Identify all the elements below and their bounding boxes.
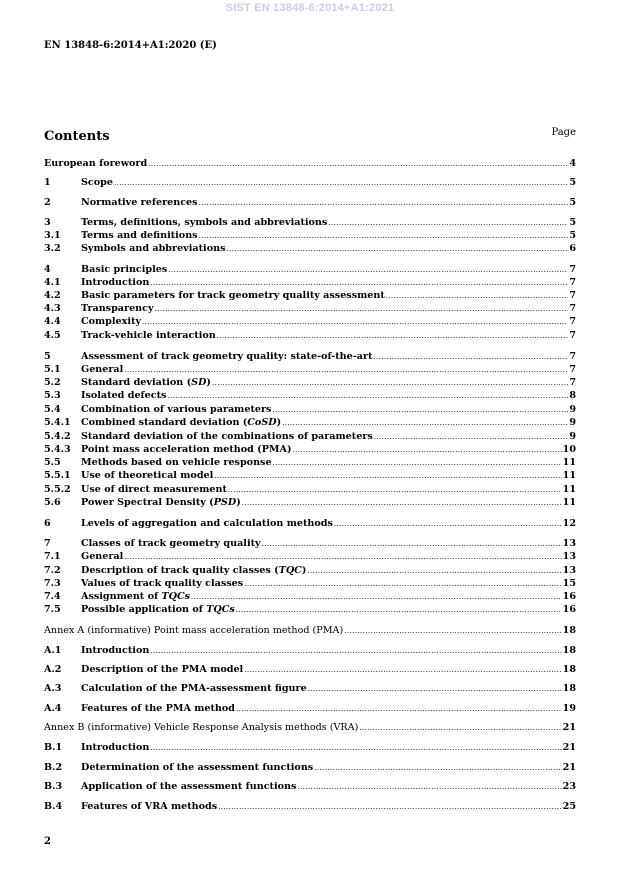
toc-leader-dots (273, 457, 562, 469)
toc-entry-title: Methods based on vehicle response (81, 457, 272, 468)
toc-entry[interactable] (44, 316, 576, 328)
toc-entry-page: 7 (569, 264, 576, 275)
toc-entry-number: 5.4 (44, 404, 61, 415)
toc-entry[interactable] (44, 742, 576, 754)
toc-entry[interactable] (44, 762, 576, 774)
toc-leader-dots (155, 303, 569, 315)
toc-entry-page: 7 (569, 303, 576, 314)
toc-entry[interactable] (44, 578, 576, 590)
toc-entry[interactable] (44, 683, 576, 695)
toc-leader-dots (328, 217, 568, 229)
toc-entry-title: Scope (81, 177, 113, 188)
toc-entry-title: Standard deviation of the combinations of parameters (81, 431, 373, 442)
toc-leader-dots (226, 243, 568, 255)
toc-entry-title: Normative references (81, 197, 198, 208)
toc-entry-title: Symbols and abbreviations (81, 243, 226, 254)
toc-entry-page: 7 (569, 330, 576, 341)
toc-entry-number: 4 (44, 264, 51, 275)
toc-entry-number: 5 (44, 351, 51, 362)
toc-entry[interactable] (44, 551, 576, 563)
toc-leader-dots (124, 551, 561, 563)
toc-entry-page: 19 (562, 703, 576, 714)
toc-entry[interactable] (44, 645, 576, 657)
toc-entry-title: Application of the assessment functions (81, 781, 297, 792)
toc-entry[interactable] (44, 444, 576, 456)
toc-entry[interactable] (44, 197, 576, 209)
toc-leader-dots (242, 497, 562, 509)
toc-entry-title: Basic parameters for track geometry quality assessment (81, 290, 385, 301)
toc-leader-dots (212, 377, 568, 389)
toc-entry[interactable] (44, 330, 576, 342)
toc-entry-page: 10 (562, 444, 576, 455)
toc-entry-number: 5.4.2 (44, 431, 71, 442)
toc-entry[interactable] (44, 801, 576, 813)
toc-entry[interactable] (44, 377, 576, 389)
toc-leader-dots (199, 230, 569, 242)
toc-entry[interactable] (44, 417, 576, 429)
toc-entry-page: 7 (569, 316, 576, 327)
toc-entry-page: 6 (569, 243, 576, 254)
toc-entry-title: Features of the PMA method (81, 703, 236, 714)
toc-entry[interactable] (44, 722, 576, 734)
toc-entry[interactable] (44, 781, 576, 793)
toc-entry-page: 7 (569, 277, 576, 288)
toc-entry-page: 5 (569, 217, 576, 228)
toc-entry-page: 21 (562, 762, 576, 773)
toc-entry-page: 7 (569, 351, 576, 362)
toc-leader-dots (386, 290, 569, 302)
toc-entry-page: 16 (562, 591, 576, 602)
toc-entry-page: 11 (562, 457, 576, 468)
toc-entry[interactable] (44, 264, 576, 276)
toc-entry-title: Terms, definitions, symbols and abbreviations (81, 217, 328, 228)
toc-leader-dots (244, 578, 561, 590)
toc-entry-title: Classes of track geometry quality (81, 538, 261, 549)
toc-entry-title: Basic principles (81, 264, 168, 275)
toc-entry-number: 5.4.1 (44, 417, 71, 428)
toc-entry-title: Transparency (81, 303, 154, 314)
toc-leader-dots (314, 762, 561, 774)
toc-entry-page: 18 (562, 625, 576, 636)
toc-entry-number: 7.3 (44, 578, 61, 589)
toc-leader-dots (218, 801, 561, 813)
toc-entry-page: 5 (569, 197, 576, 208)
toc-entry-number: 5.6 (44, 497, 61, 508)
toc-entry-title: European foreword (44, 158, 148, 169)
toc-leader-dots (150, 277, 568, 289)
toc-entry-number: 5.5 (44, 457, 61, 468)
toc-leader-dots (191, 591, 562, 603)
toc-entry[interactable] (44, 591, 576, 603)
toc-leader-dots (308, 683, 562, 695)
toc-entry-title: Introduction (81, 645, 150, 656)
toc-entry[interactable] (44, 431, 576, 443)
toc-entry[interactable] (44, 625, 576, 637)
toc-entry-number: 5.5.1 (44, 470, 71, 481)
toc-entry-number: B.2 (44, 762, 63, 773)
contents-title: Contents (44, 129, 110, 144)
toc-entry-number: A.3 (44, 683, 62, 694)
toc-entry-number: B.4 (44, 801, 63, 812)
toc-leader-dots (114, 177, 568, 189)
toc-entry-title: Power Spectral Density (PSD) (81, 497, 241, 508)
toc-entry-number: 4.1 (44, 277, 61, 288)
toc-entry-page: 16 (562, 604, 576, 615)
toc-entry[interactable] (44, 290, 576, 302)
toc-entry-page: 7 (569, 364, 576, 375)
toc-entry[interactable] (44, 303, 576, 315)
toc-entry-title: Use of direct measurement (81, 484, 227, 495)
toc-entry-page: 13 (562, 538, 576, 549)
toc-entry-number: 3.1 (44, 230, 61, 241)
toc-leader-dots (374, 431, 569, 443)
toc-entry-number: 6 (44, 518, 51, 529)
toc-entry[interactable] (44, 404, 576, 416)
toc-entry[interactable] (44, 351, 576, 363)
toc-entry-title: Track-vehicle interaction (81, 330, 216, 341)
toc-entry-title: Levels of aggregation and calculation methods (81, 518, 333, 529)
toc-entry-page: 11 (562, 484, 576, 495)
toc-leader-dots (228, 484, 562, 496)
toc-entry[interactable] (44, 497, 576, 509)
toc-entry-number: 5.2 (44, 377, 61, 388)
toc-entry[interactable] (44, 484, 576, 496)
contents-header (44, 125, 576, 144)
toc-entry-number: 4.4 (44, 316, 61, 327)
toc-leader-dots (124, 364, 568, 376)
toc-entry-title: Use of theoretical model (81, 470, 214, 481)
toc-entry[interactable] (44, 177, 576, 189)
toc-entry-title: Determination of the assessment functions (81, 762, 314, 773)
toc-entry-number: 5.4.3 (44, 444, 71, 455)
toc-leader-dots (334, 518, 562, 530)
toc-entry-title: Introduction (81, 742, 150, 753)
toc-entry-title: Introduction (81, 277, 150, 288)
toc-entry[interactable] (44, 664, 576, 676)
toc-entry-number: A.4 (44, 703, 62, 714)
toc-entry[interactable] (44, 457, 576, 469)
toc-entry-number: 1 (44, 177, 51, 188)
toc-entry-title: Combination of various parameters (81, 404, 272, 415)
toc-entry-page: 9 (569, 417, 576, 428)
toc-entry-page: 21 (562, 722, 576, 733)
toc-entry-title: Assessment of track geometry quality: state-of-the-art (81, 351, 373, 362)
document-id: EN 13848-6:2014+A1:2020 (E) (44, 40, 217, 51)
toc-entry-number: B.3 (44, 781, 63, 792)
toc-leader-dots (282, 417, 568, 429)
toc-leader-dots (150, 645, 561, 657)
toc-entry-page: 13 (562, 565, 576, 576)
toc-entry-page: 25 (562, 801, 576, 812)
toc-leader-dots (297, 781, 561, 793)
toc-entry-title: General (81, 364, 124, 375)
toc-entry-title: Annex A (informative) Point mass acceleration method (PMA) (44, 625, 344, 636)
toc-entry[interactable] (44, 604, 576, 616)
toc-entry-page: 18 (562, 683, 576, 694)
toc-entry[interactable] (44, 217, 576, 229)
toc-entry-page: 11 (562, 497, 576, 508)
toc-entry-number: 7 (44, 538, 51, 549)
toc-entry-page: 18 (562, 645, 576, 656)
toc-entry-title: Point mass acceleration method (PMA) (81, 444, 292, 455)
toc-entry[interactable] (44, 518, 576, 530)
toc-leader-dots (214, 470, 561, 482)
toc-entry[interactable] (44, 364, 576, 376)
toc-leader-dots (307, 565, 561, 577)
toc-entry[interactable] (44, 538, 576, 550)
toc-entry-page: 7 (569, 290, 576, 301)
toc-entry[interactable] (44, 565, 576, 577)
toc-entry-number: 7.1 (44, 551, 61, 562)
toc-entry-page: 21 (562, 742, 576, 753)
toc-entry-title: Terms and definitions (81, 230, 198, 241)
toc-entry-title: Combined standard deviation (CoSD) (81, 417, 282, 428)
toc-entry-title: Isolated defects (81, 390, 167, 401)
toc-entry-number: 7.2 (44, 565, 61, 576)
toc-leader-dots (236, 703, 562, 715)
toc-entry-number: 4.5 (44, 330, 61, 341)
toc-entry[interactable] (44, 230, 576, 242)
toc-leader-dots (262, 538, 562, 550)
toc-entry-page: 8 (569, 390, 576, 401)
toc-entry-page: 9 (569, 404, 576, 415)
toc-entry-title: General (81, 551, 124, 562)
toc-entry-number: 5.1 (44, 364, 61, 375)
toc-entry-title: Description of track quality classes (TQC) (81, 565, 307, 576)
toc-entry-number: 7.4 (44, 591, 61, 602)
toc-leader-dots (217, 330, 569, 342)
toc-leader-dots (168, 264, 568, 276)
toc-entry[interactable] (44, 243, 576, 255)
toc-entry-page: 4 (569, 158, 576, 169)
toc-entry-page: 15 (562, 578, 576, 589)
toc-entry[interactable] (44, 277, 576, 289)
toc-entry-number: A.2 (44, 664, 62, 675)
toc-leader-dots (293, 444, 562, 456)
toc-leader-dots (167, 390, 568, 402)
toc-entry-number: 7.5 (44, 604, 61, 615)
toc-entry[interactable] (44, 470, 576, 482)
toc-entry-number: 5.5.2 (44, 484, 71, 495)
toc-entry-page: 5 (569, 177, 576, 188)
toc-entry-title: Features of VRA methods (81, 801, 218, 812)
toc-entry-number: 3 (44, 217, 51, 228)
toc-entry-page: 5 (569, 230, 576, 241)
page-column-label: Page (551, 127, 576, 138)
toc-leader-dots (148, 158, 568, 170)
toc-entry[interactable] (44, 703, 576, 715)
toc-entry-number: 5.3 (44, 390, 61, 401)
toc-entry-page: 12 (562, 518, 576, 529)
toc-entry-title: Annex B (informative) Vehicle Response Analysis methods (VRA) (44, 722, 359, 733)
watermark: SIST EN 13848-6:2014+A1:2021 (225, 2, 395, 14)
toc-leader-dots (236, 604, 562, 616)
toc-entry-page: 13 (562, 551, 576, 562)
toc-entry-title: Complexity (81, 316, 142, 327)
toc-leader-dots (150, 742, 561, 754)
page-number: 2 (44, 836, 51, 847)
toc-entry[interactable] (44, 390, 576, 402)
toc-entry-page: 9 (569, 431, 576, 442)
toc-entry-number: 4.3 (44, 303, 61, 314)
toc-entry-number: 2 (44, 197, 51, 208)
toc-leader-dots (244, 664, 561, 676)
toc-entry-page: 11 (562, 470, 576, 481)
toc-entry-title: Values of track quality classes (81, 578, 244, 589)
toc-leader-dots (373, 351, 568, 363)
toc-leader-dots (142, 316, 568, 328)
toc-leader-dots (272, 404, 568, 416)
toc-entry-title: Standard deviation (SD) (81, 377, 211, 388)
toc-entry[interactable] (44, 158, 576, 170)
toc-entry-number: 3.2 (44, 243, 61, 254)
toc-entry-title: Assignment of TQCs (81, 591, 190, 602)
toc-leader-dots (199, 197, 569, 209)
toc-entry-page: 18 (562, 664, 576, 675)
toc-entry-page: 23 (562, 781, 576, 792)
toc-entry-title: Calculation of the PMA-assessment figure (81, 683, 307, 694)
toc-leader-dots (344, 625, 561, 637)
toc-entry-number: A.1 (44, 645, 62, 656)
toc-entry-title: Description of the PMA model (81, 664, 244, 675)
toc-leader-dots (359, 722, 561, 734)
toc-entry-number: 4.2 (44, 290, 61, 301)
toc-entry-title: Possible application of TQCs (81, 604, 235, 615)
toc-entry-page: 7 (569, 377, 576, 388)
toc-entry-number: B.1 (44, 742, 63, 753)
